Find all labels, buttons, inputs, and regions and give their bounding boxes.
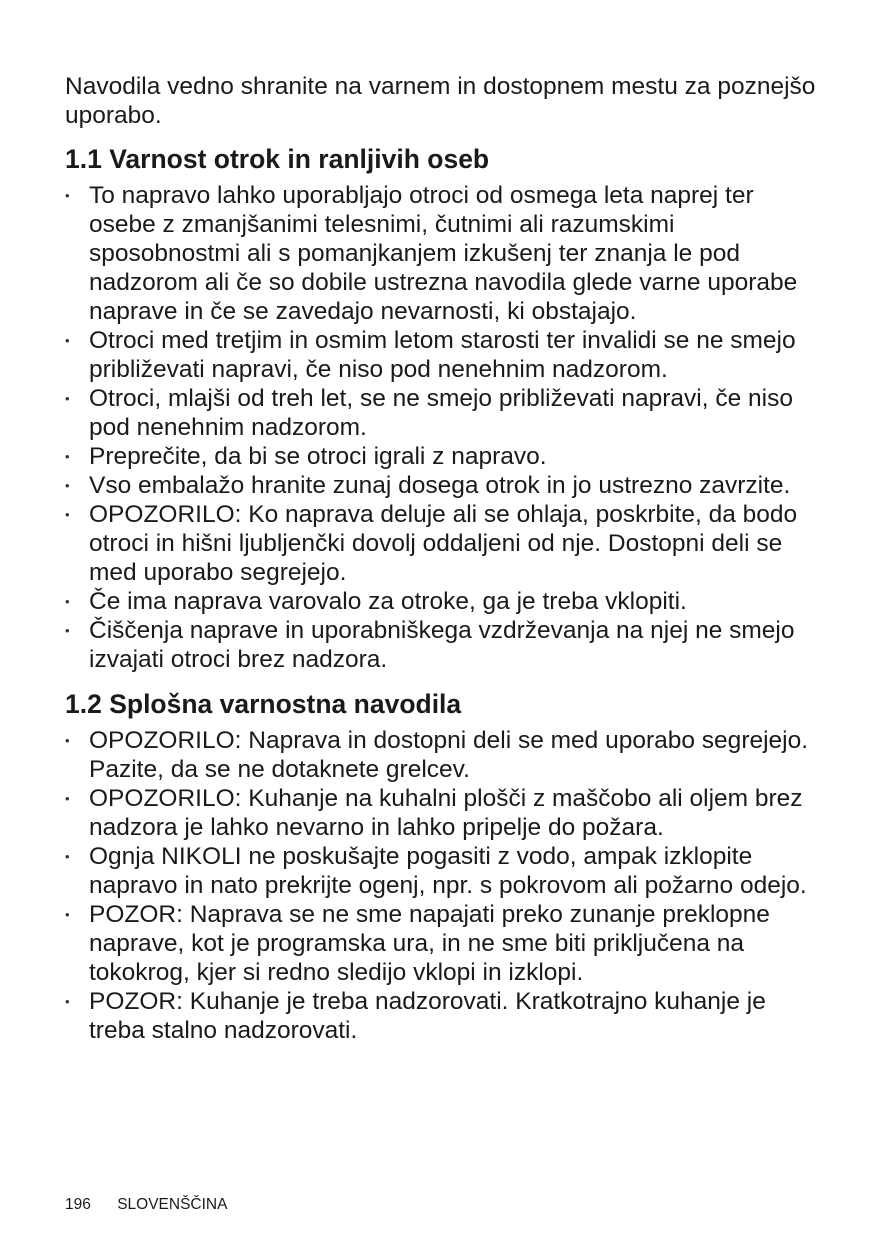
list-item <box>65 726 825 784</box>
list-item <box>65 784 825 842</box>
bullet-icon: • <box>65 391 70 406</box>
list-item <box>65 987 825 1045</box>
list-item-text: Otroci, mlajši od treh let, se ne smejo približevati napravi, če niso pod nenehnim nadzorom. <box>89 385 793 441</box>
list-item <box>65 471 825 500</box>
section-heading-child-safety: 1.1 Varnost otrok in ranljivih oseb <box>65 144 490 174</box>
list-item-text: Čiščenja naprave in uporabniškega vzdrževanja na njej ne smejo izvajati otroci brez nadzora. <box>89 617 795 673</box>
bullet-icon: • <box>65 791 70 806</box>
bullet-icon: • <box>65 507 70 522</box>
list-item-text: Preprečite, da bi se otroci igrali z napravo. <box>89 443 547 470</box>
list-item-text: POZOR: Naprava se ne sme napajati preko zunanje preklopne naprave, kot je programska ura, in ne sme biti priključena na tokokrog, kjer si redno sledijo vklopi in izklopi. <box>89 901 770 986</box>
bullet-icon: • <box>65 849 70 864</box>
bullet-icon: • <box>65 594 70 609</box>
page-number: 196 <box>65 1196 91 1213</box>
intro-paragraph: Navodila vedno shranite na varnem in dostopnem mestu za poznejšo uporabo. <box>65 73 816 129</box>
bullet-icon: • <box>65 907 70 922</box>
list-item-text: POZOR: Kuhanje je treba nadzorovati. Kratkotrajno kuhanje je treba stalno nadzorovati. <box>89 988 766 1044</box>
list-item-text: Vso embalažo hranite zunaj dosega otrok in jo ustrezno zavrzite. <box>89 472 791 499</box>
list-item <box>65 384 825 442</box>
child-safety-list <box>65 181 825 674</box>
list-item <box>65 900 825 987</box>
bullet-icon: • <box>65 733 70 748</box>
bullet-icon: • <box>65 333 70 348</box>
bullet-icon: • <box>65 188 70 203</box>
list-item <box>65 442 825 471</box>
footer-language: SLOVENŠČINA <box>117 1196 228 1213</box>
list-item-text: OPOZORILO: Ko naprava deluje ali se ohlaja, poskrbite, da bodo otroci in hišni ljubljenčki dovolj oddaljeni od nje. Dostopni deli se med uporabo segrejejo. <box>89 501 798 586</box>
list-item-text: To napravo lahko uporabljajo otroci od osmega leta naprej ter osebe z zmanjšanimi telesnimi, čutnimi ali razumskimi sposobnostmi ali s pomanjkanjem izkušenj ter znanja le pod nadzorom ali če so dobile ustrezna navodila glede varne uporabe naprave in če se zavedajo nevarnosti, ki obstajajo. <box>89 182 798 325</box>
section-heading-general-safety: 1.2 Splošna varnostna navodila <box>65 689 462 719</box>
list-item <box>65 500 825 587</box>
list-item-text: OPOZORILO: Naprava in dostopni deli se med uporabo segrejejo. Pazite, da se ne dotaknete grelcev. <box>89 727 809 783</box>
list-item-text: Če ima naprava varovalo za otroke, ga je treba vklopiti. <box>89 588 687 615</box>
bullet-icon: • <box>65 478 70 493</box>
list-item-text: Otroci med tretjim in osmim letom starosti ter invalidi se ne smejo približevati napravi, če niso pod nenehnim nadzorom. <box>89 327 796 383</box>
list-item <box>65 587 825 616</box>
list-item-text: Ognja NIKOLI ne poskušajte pogasiti z vodo, ampak izklopite napravo in nato prekrijte ogenj, npr. s pokrovom ali požarno odejo. <box>89 843 807 899</box>
list-item-text: OPOZORILO: Kuhanje na kuhalni plošči z maščobo ali oljem brez nadzora je lahko nevarno in lahko pripelje do požara. <box>89 785 803 841</box>
general-safety-list <box>65 726 825 1045</box>
list-item <box>65 842 825 900</box>
bullet-icon: • <box>65 623 70 638</box>
list-item <box>65 181 825 326</box>
bullet-icon: • <box>65 994 70 1009</box>
document-page <box>65 72 825 1045</box>
list-item <box>65 616 825 674</box>
bullet-icon: • <box>65 449 70 464</box>
list-item <box>65 326 825 384</box>
page-footer <box>65 1195 227 1215</box>
